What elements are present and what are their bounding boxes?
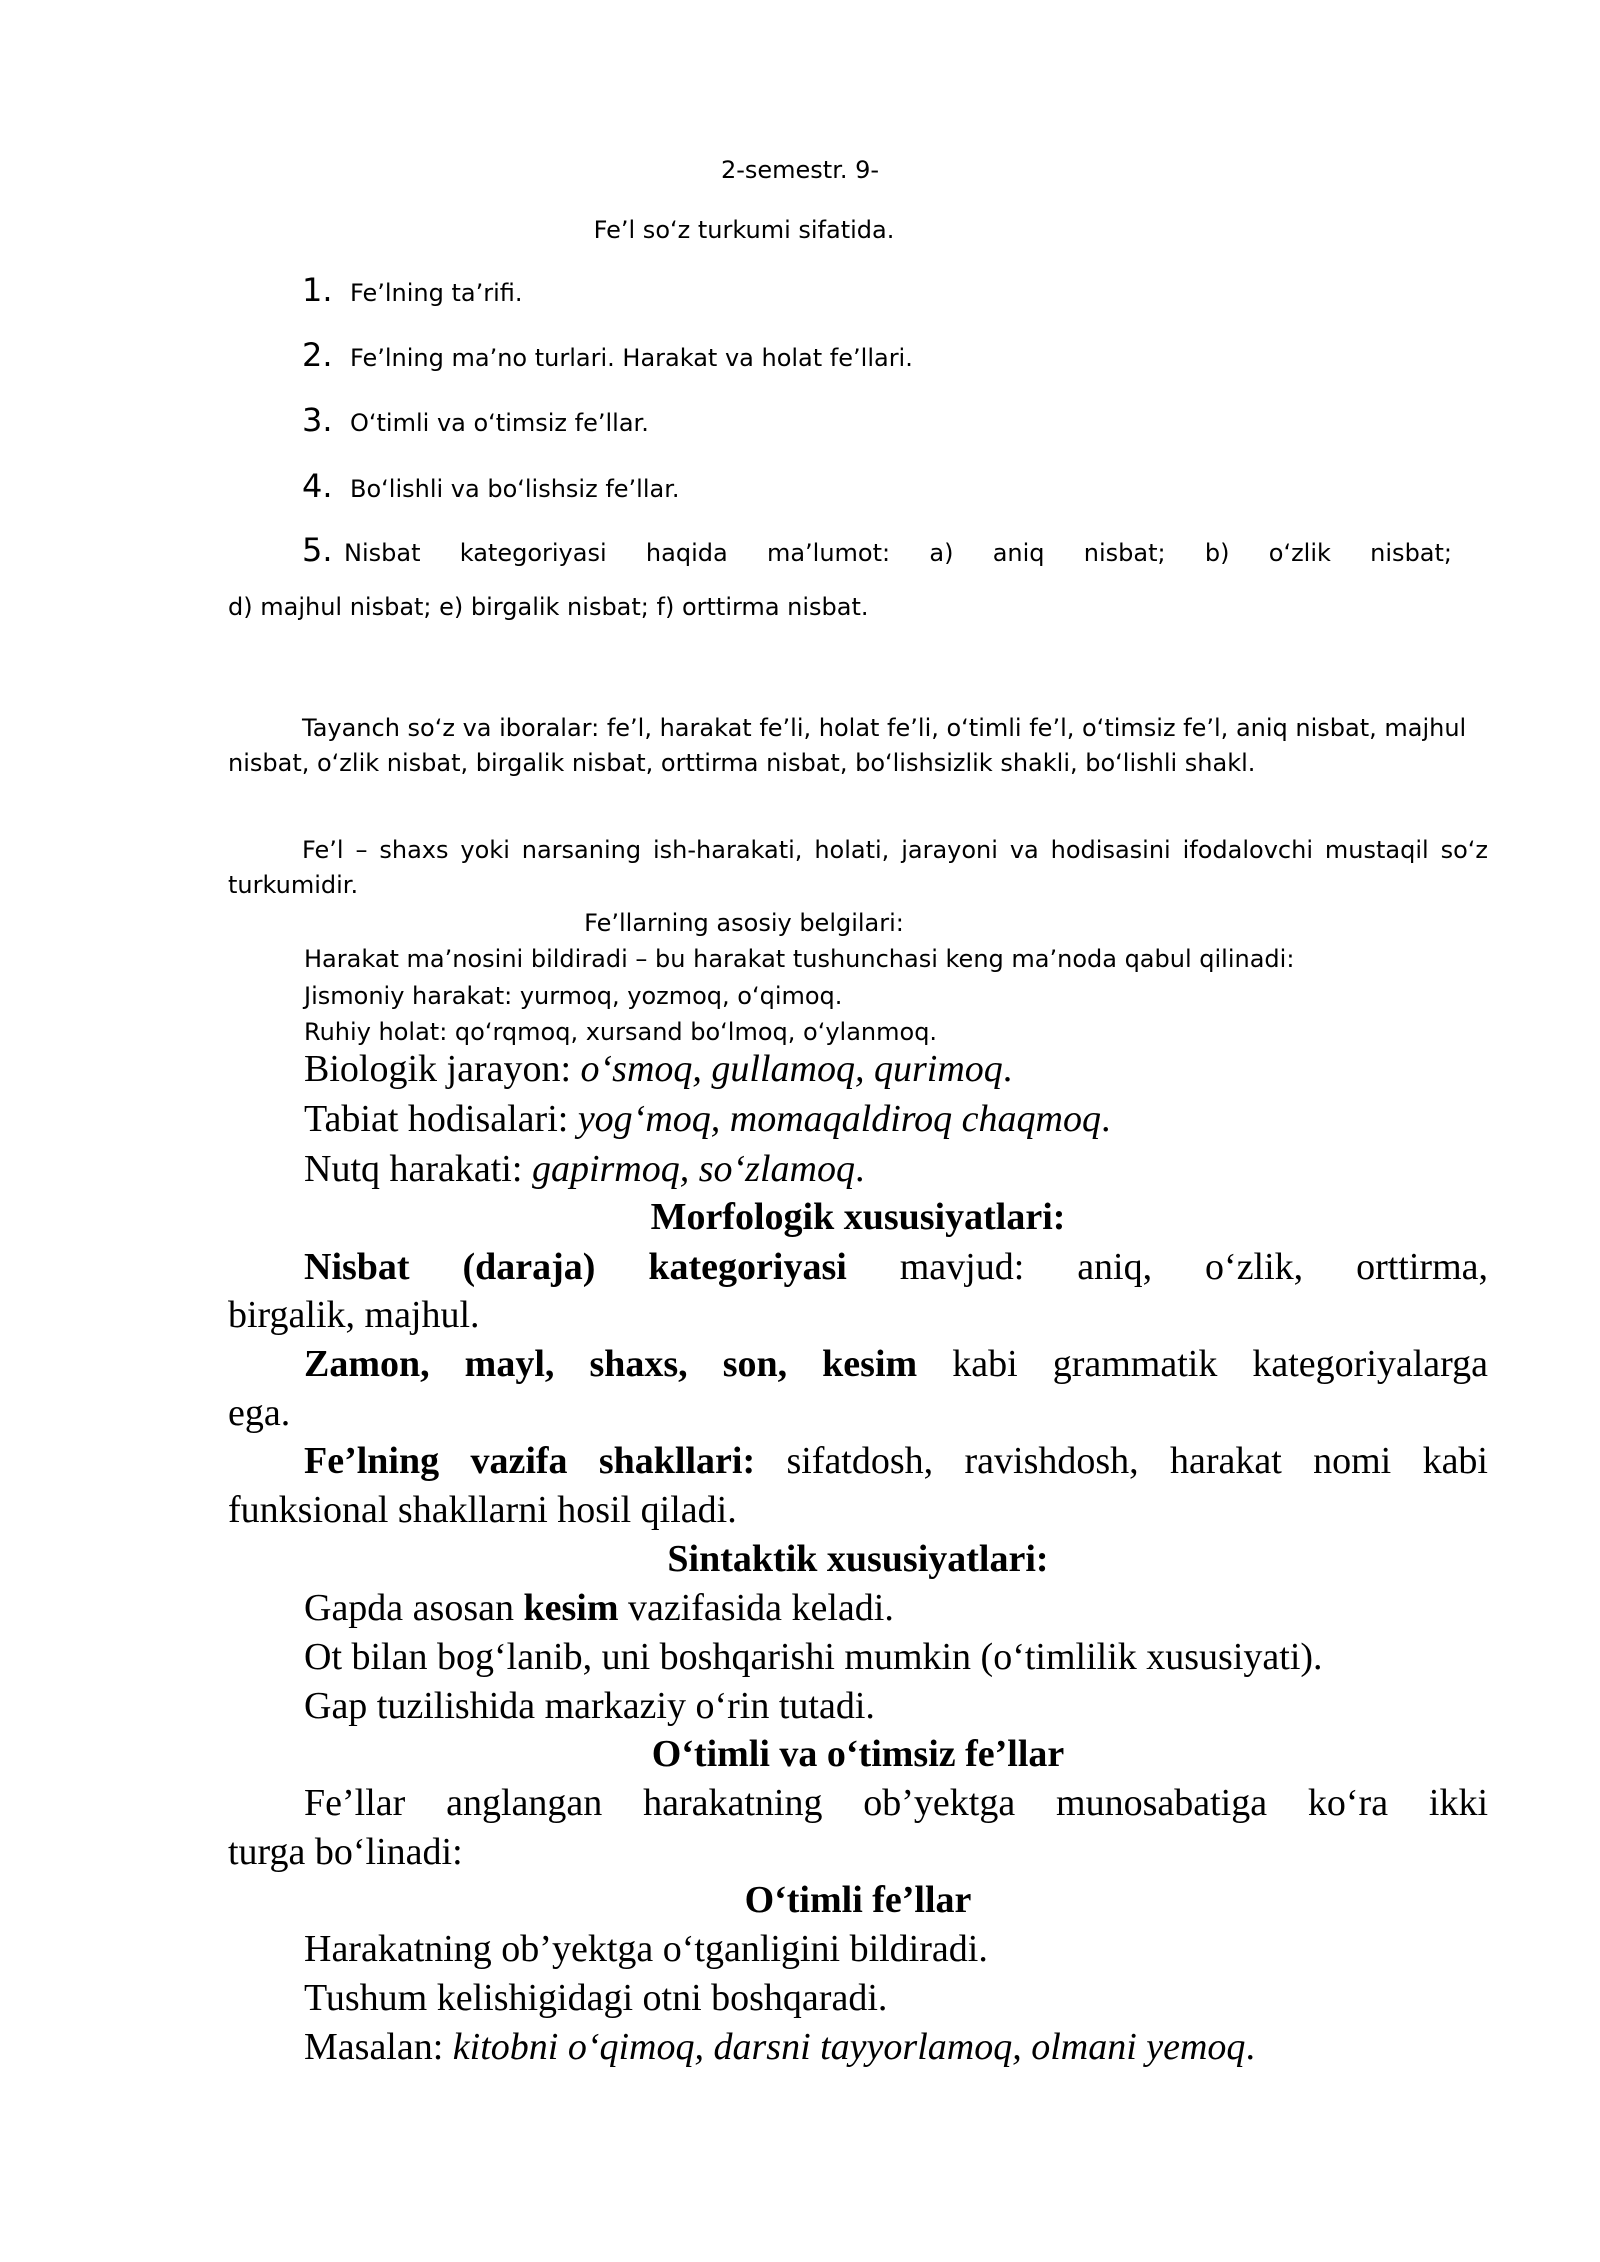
example-end: . — [1100, 1098, 1111, 1140]
outline-text: Nisbat kategoriyasi haqida ma’lumot: a) aniq nisbat; b) o‘zlik nisbat; — [344, 539, 1452, 567]
paragraph-text: mavjud: aniq, o‘zlik, orttirma, — [846, 1246, 1488, 1288]
paragraph-text: vazifasida keladi. — [618, 1587, 894, 1629]
section-heading — [0, 1193, 1600, 1241]
section-heading-text: O‘timli va o‘timsiz fe’llar — [651, 1733, 1065, 1775]
term-bold: Nisbat (daraja) kategoriyasi — [304, 1246, 847, 1288]
paragraph-line: Ot bilan bog‘lanib, uni boshqarishi mumkin (o‘timlilik xususiyati). — [304, 1636, 1323, 1678]
paragraph-text: kabi grammatik kategoriyalarga — [917, 1343, 1489, 1385]
example-line — [304, 2023, 1255, 2071]
paragraph-line — [304, 1243, 1488, 1291]
section-heading-text: Sintaktik xususiyatlari: — [667, 1538, 1049, 1580]
paragraph-line — [304, 1437, 1488, 1485]
paragraph-line: turga bo‘linadi: — [228, 1831, 463, 1873]
outline-item — [302, 403, 649, 440]
topic-title: Fe’l so‘z turkumi sifatida. — [593, 216, 895, 244]
term-bold: kesim — [523, 1587, 619, 1629]
example-line — [304, 1045, 1012, 1093]
outline-item — [302, 273, 523, 310]
paragraph-line: Harakatning ob’yektga o‘tganligini bildiradi. — [304, 1928, 988, 1970]
sign-line: Jismoniy harakat: yurmoq, yozmoq, o‘qimoq. — [304, 982, 843, 1010]
semester-heading: 2-semestr. 9- — [720, 156, 880, 184]
sign-line: Ruhiy holat: qo‘rqmoq, xursand bo‘lmoq, o‘ylanmoq. — [304, 1018, 938, 1046]
term-bold: Zamon, mayl, shaxs, son, kesim — [304, 1343, 918, 1385]
paragraph-line — [304, 1340, 1488, 1388]
example-items: yog‘moq, momaqaldiroq chaqmoq — [577, 1098, 1101, 1140]
example-label: Nutq harakati: — [304, 1148, 532, 1190]
subsection-heading-text: O‘timli fe’llar — [744, 1879, 972, 1921]
outline-number: 3. — [302, 401, 333, 439]
signs-heading: Fe’llarning asosiy belgilari: — [584, 909, 904, 937]
keywords-line: nisbat, o‘zlik nisbat, birgalik nisbat, orttirma nisbat, bo‘lishsizlik shakli, bo‘lishli shakl. — [228, 749, 1256, 777]
outline-number: 2. — [302, 336, 333, 374]
outline-item — [302, 469, 680, 506]
paragraph-line: funksional shakllarni hosil qiladi. — [228, 1489, 737, 1531]
definition-line: turkumidir. — [228, 871, 359, 899]
paragraph-text: sifatdosh, ravishdosh, harakat nomi kabi — [755, 1440, 1488, 1482]
paragraph-line: Fe’llar anglangan harakatning ob’yektga munosabatiga ko‘ra ikki — [304, 1782, 1488, 1824]
example-items: gapirmoq, so‘zlamoq — [531, 1148, 855, 1190]
section-heading — [0, 1730, 1600, 1778]
outline-number: 1. — [302, 271, 333, 309]
outline-text: Bo‘lishli va bo‘lishsiz fe’llar. — [350, 475, 680, 503]
outline-item — [302, 338, 913, 375]
paragraph-line — [304, 1584, 894, 1632]
example-line — [304, 1095, 1110, 1143]
outline-item — [302, 533, 1452, 570]
section-heading — [0, 1535, 1600, 1583]
example-line — [304, 1145, 864, 1193]
paragraph-line: Gap tuzilishida markaziy o‘rin tutadi. — [304, 1685, 875, 1727]
definition-line: Fe’l – shaxs yoki narsaning ish-harakati, holati, jarayoni va hodisasini ifodalovchi mustaqil so‘z — [302, 836, 1488, 864]
example-items: kitobni o‘qimoq, darsni tayyorlamoq, olmani yemoq — [452, 2026, 1246, 2068]
section-heading-text: Morfologik xususiyatlari: — [650, 1196, 1066, 1238]
sign-line: Harakat ma’nosini bildiradi – bu harakat tushunchasi keng ma’noda qabul qilinadi: — [304, 945, 1295, 973]
example-items: o‘smoq, gullamoq, qurimoq — [580, 1048, 1003, 1090]
keywords-line: Tayanch so‘z va iboralar: fe’l, harakat fe’li, holat fe’li, o‘timli fe’l, o‘timsiz fe’l, aniq nisbat, majhul — [302, 714, 1467, 742]
outline-number: 4. — [302, 467, 333, 505]
outline-text: Fe’lning ta’rifi. — [350, 279, 523, 307]
subsection-heading — [0, 1876, 1600, 1924]
paragraph-line: birgalik, majhul. — [228, 1294, 480, 1336]
example-label: Masalan: — [304, 2026, 453, 2068]
example-end: . — [854, 1148, 865, 1190]
outline-text: Fe’lning ma’no turlari. Harakat va holat fe’llari. — [350, 344, 913, 372]
outline-text: O‘timli va o‘timsiz fe’llar. — [350, 409, 649, 437]
paragraph-text: Gapda asosan — [304, 1587, 524, 1629]
outline-number: 5. — [302, 531, 333, 569]
example-label: Biologik jarayon: — [304, 1048, 581, 1090]
paragraph-line: ega. — [228, 1392, 291, 1434]
term-bold: Fe’lning vazifa shakllari: — [304, 1440, 756, 1482]
outline-item-continuation: d) majhul nisbat; e) birgalik nisbat; f) orttirma nisbat. — [228, 593, 869, 621]
example-end: . — [1002, 1048, 1013, 1090]
paragraph-line: Tushum kelishigidagi otni boshqaradi. — [304, 1977, 888, 2019]
example-end: . — [1245, 2026, 1255, 2068]
example-label: Tabiat hodisalari: — [304, 1098, 578, 1140]
